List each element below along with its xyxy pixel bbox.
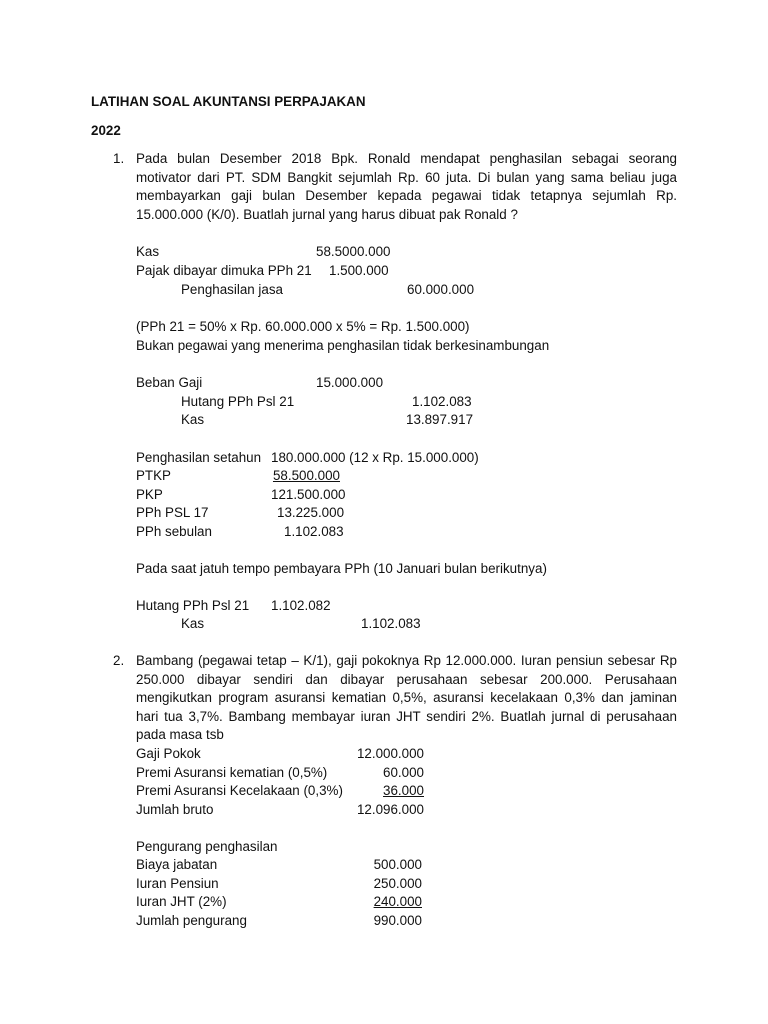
- pengurang-title: Pengurang penghasilan: [136, 839, 278, 854]
- j2-beban-label: Beban Gaji: [136, 375, 203, 390]
- calc-pphbulan-label: PPh sebulan: [136, 524, 212, 539]
- document-year: 2022: [91, 123, 121, 138]
- pengurang-row-value: 250.000: [373, 876, 422, 891]
- calc-ptkp-label: PTKP: [136, 468, 171, 483]
- calc-ps-value: 180.000.000 (12 x Rp. 15.000.000): [271, 450, 479, 465]
- gaji-row-label: Gaji Pokok: [136, 746, 201, 761]
- q1-number: 1.: [113, 151, 125, 166]
- calc-ptkp-value: 58.500.000: [272, 468, 340, 483]
- q1-note-jatuh-tempo: Pada saat jatuh tempo pembayara PPh (10 Januari bulan berikutnya): [136, 561, 547, 576]
- q1-note-pph21: (PPh 21 = 50% x Rp. 60.000.000 x 5% = Rp. 1.500.000): [136, 319, 470, 334]
- j1-kas-label: Kas: [136, 244, 160, 259]
- gaji-row-label: Jumlah bruto: [136, 802, 214, 817]
- j3-kas-label: Kas: [181, 616, 205, 631]
- j2-hutang-label: Hutang PPh Psl 21: [181, 394, 295, 409]
- calc-pph17-value: 13.225.000: [277, 505, 345, 520]
- calc-pkp-label: PKP: [136, 487, 163, 502]
- j1-pajak-label: Pajak dibayar dimuka PPh 21: [136, 263, 312, 278]
- gaji-row-label: Premi Asuransi kematian (0,5%): [136, 765, 328, 780]
- gaji-row-value: 12.000.000: [356, 746, 424, 761]
- j3-kas-amount: 1.102.083: [361, 616, 421, 631]
- pengurang-row-value: 500.000: [373, 857, 422, 872]
- pengurang-row-value: 990.000: [373, 913, 422, 928]
- j1-kas-amount: 58.5000.000: [316, 244, 391, 259]
- pengurang-row-label: Jumlah pengurang: [136, 913, 247, 928]
- j1-pajak-amount: 1.500.000: [329, 263, 389, 278]
- pengurang-row-label: Iuran Pensiun: [136, 876, 219, 891]
- pengurang-row-value: [324, 893, 422, 911]
- gaji-row-value-underlined: 36.000: [383, 783, 424, 798]
- q2-text: Bambang (pegawai tetap – K/1), gaji pokoknya Rp 12.000.000. Iuran pensiun sebesar Rp 250.000 dibayar sendiri dan dibayar perusahaan sebesar 200.000. Perusahaan mengikutkan program asuransi kematian 0,5%, asuransi kecelakaan 0,3% dan jaminan hari tua 3,7%. Bambang membayar iuran JHT sendiri 2%. Buatlah jurnal di perusahaan pada masa tsb: [136, 653, 677, 743]
- j1-penghasilan-amount: 60.000.000: [407, 282, 475, 297]
- j1-penghasilan-label: Penghasilan jasa: [181, 282, 283, 297]
- q1-note-bukan-pegawai: Bukan pegawai yang menerima penghasilan tidak berkesinambungan: [136, 338, 550, 353]
- q2-number: 2.: [113, 653, 125, 668]
- pengurang-row-label: Biaya jabatan: [136, 857, 218, 872]
- j2-hutang-amount: 1.102.083: [412, 394, 472, 409]
- j2-beban-amount: 15.000.000: [316, 375, 384, 390]
- calc-pphbulan-value: 1.102.083: [284, 524, 344, 539]
- q1-text: Pada bulan Desember 2018 Bpk. Ronald mendapat penghasilan sebagai seorang motivator dari PT. SDM Bangkit sejumlah Rp. 60 juta. Di bulan yang sama beliau juga membayarkan gaji bulan Desember kepada pegawai tidak tetapnya sejumlah Rp. 15.000.000 (K/0). Buatlah jurnal yang harus dibuat pak Ronald ?: [136, 151, 677, 222]
- gaji-row-value: [324, 782, 424, 800]
- calc-pkp-value: 121.500.000: [271, 487, 346, 502]
- gaji-row-value: 60.000: [383, 765, 424, 780]
- pengurang-row-value-underlined: 240.000: [373, 894, 422, 909]
- j3-hutang-amount: 1.102.082: [271, 598, 331, 613]
- calc-pph17-label: PPh PSL 17: [136, 505, 209, 520]
- document-title: LATIHAN SOAL AKUNTANSI PERPAJAKAN: [91, 94, 366, 109]
- j3-hutang-label: Hutang PPh Psl 21: [136, 598, 250, 613]
- calc-ps-label: Penghasilan setahun: [136, 450, 262, 465]
- gaji-row-label: Premi Asuransi Kecelakaan (0,3%): [136, 783, 343, 798]
- gaji-row-value: 12.096.000: [356, 802, 424, 817]
- j2-kas-label: Kas: [181, 412, 205, 427]
- j2-kas-amount: 13.897.917: [406, 412, 474, 427]
- pengurang-row-label: Iuran JHT (2%): [136, 894, 227, 909]
